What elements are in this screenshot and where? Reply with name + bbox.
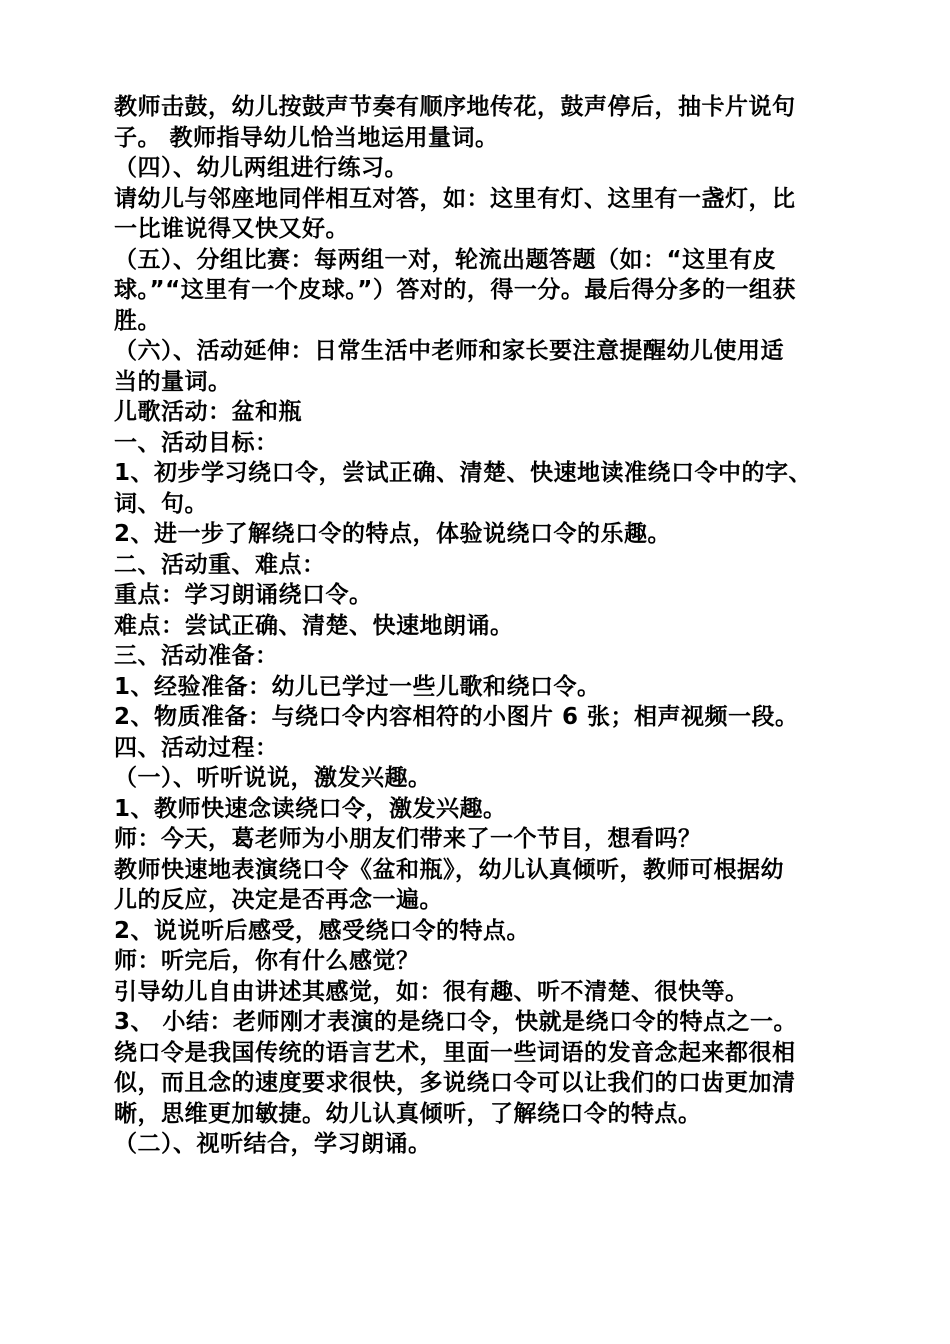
- text-line: （四）、幼儿两组进行练习。: [114, 155, 408, 181]
- text-line: 1、初步学习绕口令，尝试正确、清楚、快速地读准绕口令中的字、: [114, 460, 813, 486]
- text-line: （六）、活动延伸：日常生活中老师和家长要注意提醒幼儿使用适: [114, 338, 784, 364]
- text-line: 师：听完后，你有什么感觉？: [114, 948, 420, 974]
- text-line: 词、句。: [114, 490, 208, 517]
- section-heading: 一、活动目标：: [114, 429, 279, 456]
- text-line: 教师击鼓，幼儿按鼓声节奏有顺序地传花，鼓声停后，抽卡片说句: [114, 94, 796, 120]
- text-line: 绕口令是我国传统的语言艺术，里面一些词语的发音念起来都很相: [114, 1039, 796, 1066]
- section-heading: 三、活动准备：: [114, 643, 279, 669]
- section-heading: 二、活动重、难点：: [114, 551, 326, 578]
- document-body: [114, 92, 834, 1160]
- text-line: 胜。: [114, 307, 161, 334]
- section-heading: 四、活动过程：: [114, 734, 279, 761]
- text-line: 2、进一步了解绕口令的特点，体验说绕口令的乐趣。: [114, 521, 672, 547]
- text-line: 2、物质准备：与绕口令内容相符的小图片 6 张；相声视频一段。: [114, 704, 799, 730]
- text-line: 引导幼儿自由讲述其感觉，如：很有趣、听不清楚、很快等。: [114, 978, 749, 1005]
- text-line: 教师快速地表演绕口令《盆和瓶》，幼儿认真倾听，教师可根据幼: [114, 856, 784, 883]
- text-line: 师：今天，葛老师为小朋友们带来了一个节目，想看吗？: [114, 826, 702, 852]
- text-line: （五）、分组比赛：每两组一对，轮流出题答题（如：“这里有皮: [114, 246, 777, 273]
- text-line: 子。 教师指导幼儿恰当地运用量词。: [114, 124, 499, 151]
- text-line: 1、教师快速念读绕口令，激发兴趣。: [114, 795, 507, 822]
- text-line: 一比谁说得又快又好。: [114, 216, 349, 242]
- text-line: （一）、听听说说，激发兴趣。: [114, 765, 432, 791]
- section-heading: 儿歌活动：盆和瓶: [114, 399, 302, 425]
- text-line: 2、说说听后感受，感受绕口令的特点。: [114, 917, 531, 944]
- text-line: 重点：学习朗诵绕口令。: [114, 582, 373, 608]
- text-line: 晰，思维更加敏捷。幼儿认真倾听，了解绕口令的特点。: [114, 1100, 702, 1127]
- text-line: （二）、视听结合，学习朗诵。: [114, 1131, 432, 1157]
- text-line: 似，而且念的速度要求很快，多说绕口令可以让我们的口齿更加清: [114, 1070, 796, 1096]
- text-line: 球。”“这里有一个皮球。”）答对的，得一分。最后得分多的一组获: [114, 277, 796, 303]
- text-line: 当的量词。: [114, 368, 232, 395]
- text-line: 请幼儿与邻座地同伴相互对答，如：这里有灯、这里有一盏灯，比: [114, 185, 796, 212]
- text-line: 难点：尝试正确、清楚、快速地朗诵。: [114, 612, 514, 639]
- text-line: 儿的反应，决定是否再念一遍。: [114, 887, 443, 913]
- text-line: 1、经验准备：幼儿已学过一些儿歌和绕口令。: [114, 673, 601, 700]
- text-line: 3、 小结：老师刚才表演的是绕口令，快就是绕口令的特点之一。: [114, 1009, 798, 1035]
